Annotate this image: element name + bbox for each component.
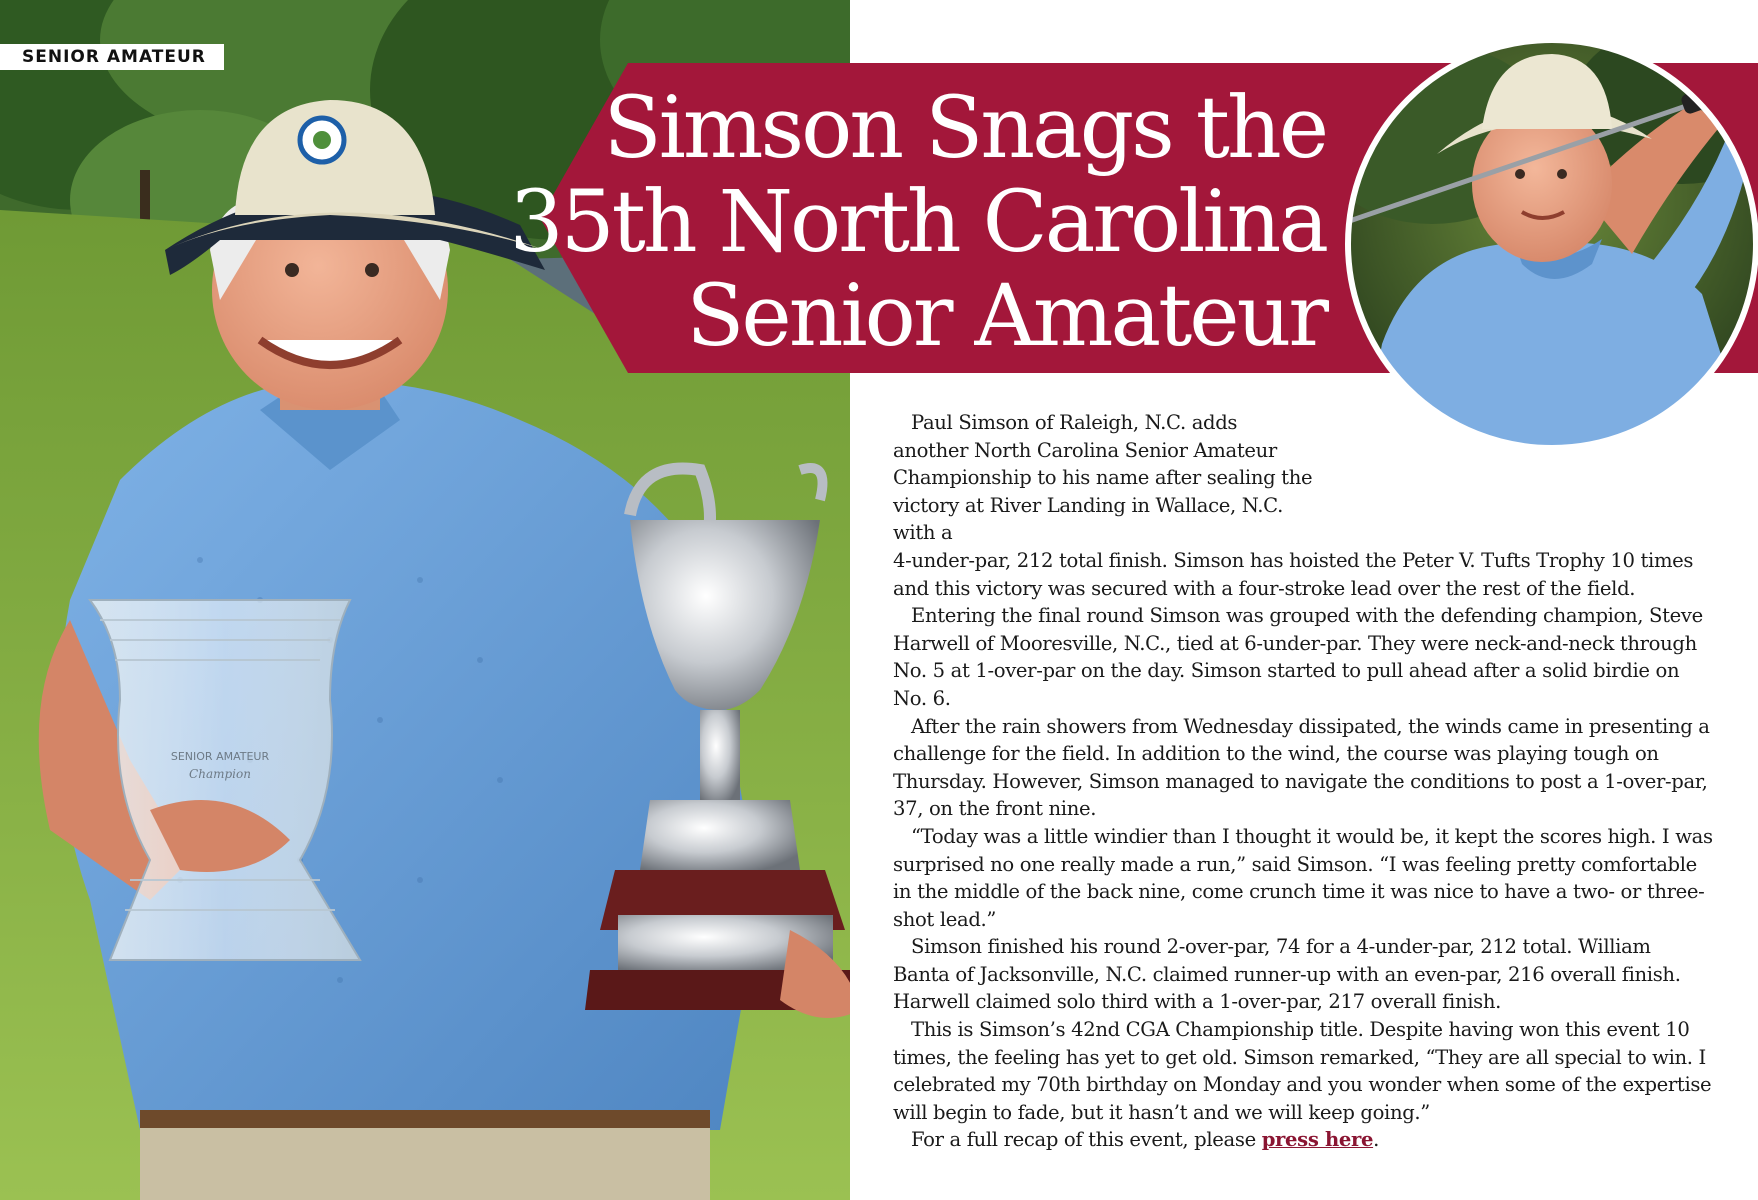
headline-line-2: 35th North Carolina <box>509 173 1326 272</box>
article-paragraph-4: “Today was a little windier than I thought it would be, it kept the scores high. I was surprised no one really made a run,” said Simson. “I was feeling pretty comfortable in the middle of the back nine, come crunch time it was nice to have a two- or three-shot lead.” <box>893 824 1713 931</box>
swing-photo <box>1342 34 1758 454</box>
article-body <box>893 409 1713 1154</box>
headline-line-3: Senior Amateur <box>686 267 1326 366</box>
recap-suffix: . <box>1373 1128 1379 1152</box>
article-paragraph-1 <box>893 409 1713 602</box>
vase-engraving-line1: SENIOR AMATEUR <box>170 750 270 763</box>
section-label: SENIOR AMATEUR <box>0 44 224 70</box>
article-paragraph-1-wide: 4-under-par, 212 total finish. Simson has hoisted the Peter V. Tufts Trophy 10 times and this victory was secured with a four-stroke lead over the rest of the field. <box>893 548 1694 600</box>
headline <box>509 79 1327 366</box>
article-paragraph-3: After the rain showers from Wednesday dissipated, the winds came in presenting a challenge for the field. In addition to the wind, the course was playing tough on Thursday. However, Simson managed to navigate the conditions to post a 1-over-par, 37, on the front nine. <box>893 714 1710 821</box>
article-paragraph-2: Entering the final round Simson was grouped with the defending champion, Steve Harwell of Mooresville, N.C., tied at 6-under-par. They were neck-and-neck through No. 5 at 1-over-par on the day. Simson started to pull ahead after a solid birdie on No. 6. <box>893 604 1703 710</box>
headline-line-1: Simson Snags the <box>603 79 1326 178</box>
article-paragraph-5: Simson finished his round 2-over-par, 74 for a 4-under-par, 212 total. William Banta of Jacksonville, N.C. claimed runner-up with an even-par, 216 overall finish. Harwell claimed solo third with a 1-over-par, 217 overall finish. <box>893 935 1681 1014</box>
recap-prefix: For a full recap of this event, please <box>911 1128 1262 1152</box>
article-paragraph-7 <box>893 1126 1713 1154</box>
vase-engraving-line2: Champion <box>189 767 251 781</box>
article-paragraph-1-narrow: Paul Simson of Raleigh, N.C. adds another North Carolina Senior Amateur Championship to his name after sealing the victory at River Landing in Wallace, N.C. with a <box>893 411 1313 545</box>
press-here-link[interactable]: press here <box>1261 1128 1374 1152</box>
article-paragraph-6: This is Simson’s 42nd CGA Championship title. Despite having won this event 10 times, the feeling has yet to get old. Simson remarked, “They are all special to win. I celebrated my 70th birthday on Monday and you wonder when some of the expertise will begin to fade, but it hasn’t and we will keep going.” <box>893 1018 1712 1124</box>
